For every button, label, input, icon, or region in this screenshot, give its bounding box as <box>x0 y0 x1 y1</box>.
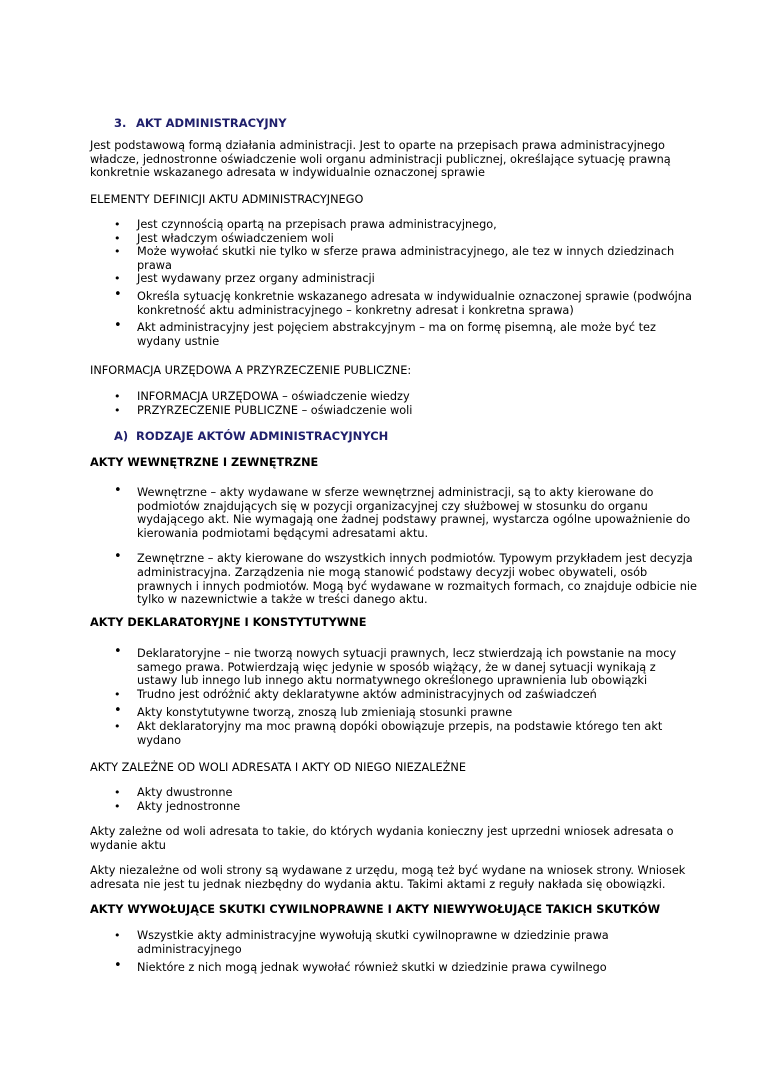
list-item: • Trudno jest odróżnić akty deklaratywne aktów administracyjnych od zaświadczeń <box>114 687 597 701</box>
list-item: • Deklaratoryjne – nie tworzą nowych sytuacji prawnych, lecz stwierdzają ich powstanie na mocy samego prawa. Potwierdzają więc jedynie w sposób wiążący, że w danej sytuacji wynikają z ustawy lub innego lub innego aktu normatywnego określonego uprawnienia lub obowiązki <box>114 644 677 688</box>
cyw-heading: AKTY WYWOŁUJĄCE SKUTKI CYWILNOPRAWNE I AKTY NIEWYWOŁUJĄCE TAKICH SKUTKÓW <box>90 903 661 916</box>
list-item: • Określa sytuację konkretnie wskazanego adresata w indywidualnie oznaczonej sprawie (podwójna konkretność aktu administracyjnego – konkretny adresat i konkretna sprawa) <box>114 286 692 317</box>
list-item: • Może wywołać skutki nie tylko w sferze prawa administracyjnego, ale tez w innych dziedzinach prawa <box>114 245 675 272</box>
bullet-icon: • <box>114 958 122 974</box>
list-item: • Wszystkie akty administracyjne wywołują skutki cywilnoprawne w dziedzinie prawa administracyjnego <box>114 929 609 956</box>
bullet-icon: • <box>114 390 121 403</box>
dek-heading: AKTY DEKLARATORYJNE I KONSTYTUTYWNE <box>90 616 367 629</box>
bullet-icon: • <box>114 483 122 498</box>
bullet-icon: • <box>114 703 122 719</box>
section-a-heading: A) RODZAJE AKTÓW ADMINISTRACYJNYCH <box>114 429 389 443</box>
list-item: • Akty dwustronne <box>114 786 233 799</box>
list-item: • PRZYRZECZENIE PUBLICZNE – oświadczenie woli <box>114 403 413 417</box>
list-item: • Akty konstytutywne tworzą, znoszą lub zmieniają stosunki prawne <box>114 703 513 720</box>
bullet-icon: • <box>114 719 121 733</box>
list-item: • Zewnętrzne – akty kierowane do wszystkich innych podmiotów. Typowym przykładem jest decyzja administracyjna. Zarządzenia nie mogą stanowić podstawy decyzji wobec obywateli, osób prawnych i innych podmiotów. Mogą być wydawane w rozmaitych formach, co znajduje odbicie nie tylko w nazewnictwie a także w treści danego aktu. <box>114 549 697 607</box>
bullet-icon: • <box>114 272 121 286</box>
bullet-icon: • <box>114 644 122 659</box>
bullet-icon: • <box>114 218 121 231</box>
list-item: • Niektóre z nich mogą jednak wywołać również skutki w dziedzinie prawa cywilnego <box>114 958 607 975</box>
zal-heading: AKTY ZALEŻNE OD WOLI ADRESATA I AKTY OD NIEGO NIEZALEŻNE <box>90 761 466 774</box>
list-item: • Akt administracyjny jest pojęciem abstrakcyjnym – ma on formę pisemną, ale może być tez wydany ustnie <box>114 318 656 348</box>
list-item: • Wewnętrzne – akty wydawane w sferze wewnętrznej administracji, są to akty kierowane do podmiotów znajdujących się w pozycji organizacyjnej czy służbowej w stosunku do organu wydającego akt. Nie wymagają one żadnej podstawy prawnej, wystarcza ogólne upoważnienie do kierowania podmiotami będącymi adresatami aktu. <box>114 483 691 540</box>
list-item: • Jest wydawany przez organy administracji <box>114 272 375 286</box>
list-item: • Akt deklaratoryjny ma moc prawną dopóki obowiązuje przepis, na podstawie którego ten akt wydano <box>114 719 663 747</box>
info-list <box>0 390 697 417</box>
zal-paragraph-1: Akty zależne od woli adresata to takie, do których wydania konieczny jest uprzedni wniosek adresata o wydanie aktu <box>90 825 674 852</box>
section-3-heading: 3. AKT ADMINISTRACYJNY <box>114 116 287 130</box>
wew-heading: AKTY WEWNĘTRZNE I ZEWNĘTRZNE <box>90 456 319 469</box>
dek-list <box>0 644 697 747</box>
wew-list <box>0 483 697 607</box>
bullet-icon: • <box>114 786 121 799</box>
zal-paragraph-2: Akty niezależne od woli strony są wydawane z urzędu, mogą też być wydane na wniosek strony. Wniosek adresata nie jest tu jednak niezbędny do wydania aktu. Takimi aktami z reguły nakłada się obowiązki. <box>90 864 686 891</box>
elements-list <box>0 218 697 348</box>
list-item: • Jest czynnością opartą na przepisach prawa administracyjnego, <box>114 218 497 231</box>
cyw-list <box>0 929 697 975</box>
bullet-icon: • <box>114 245 121 259</box>
bullet-icon: • <box>114 549 122 565</box>
list-item: • Akty jednostronne <box>114 799 241 813</box>
list-item: • INFORMACJA URZĘDOWA – oświadczenie wiedzy <box>114 390 410 403</box>
info-heading: INFORMACJA URZĘDOWA A PRZYRZECZENIE PUBLICZNE: <box>90 364 412 377</box>
bullet-icon: • <box>114 929 121 942</box>
bullet-icon: • <box>114 403 121 417</box>
bullet-icon: • <box>114 318 122 334</box>
intro-paragraph: Jest podstawową formą działania administracji. Jest to oparte na przepisach prawa administracyjnego władcze, jednostronne oświadczenie woli organu administracji publicznej, określające sytuację prawną konkretnie wskazanego adresata w indywidualnie oznaczonej sprawie <box>90 139 671 180</box>
elements-heading: ELEMENTY DEFINICJI AKTU ADMINISTRACYJNEGO <box>90 193 364 206</box>
bullet-icon: • <box>114 231 121 245</box>
zal-list <box>0 786 697 813</box>
bullet-icon: • <box>114 286 122 302</box>
bullet-icon: • <box>114 799 121 813</box>
bullet-icon: • <box>114 687 121 701</box>
list-item: • Jest władczym oświadczeniem woli <box>114 231 334 245</box>
